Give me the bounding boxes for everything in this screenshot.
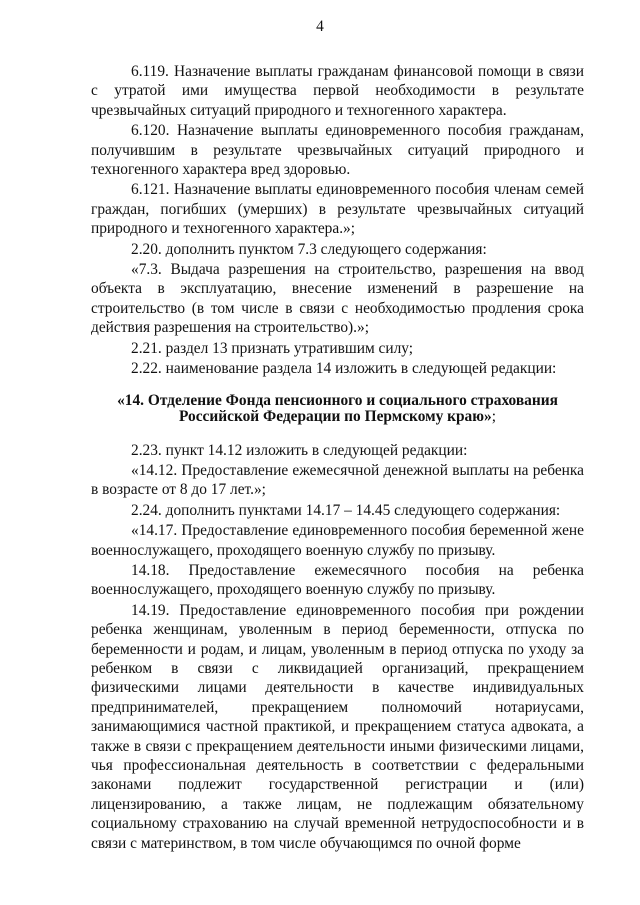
page-number: 4 [316,18,324,35]
paragraph-6-121: 6.121. Назначение выплаты единовременного пособия членам семей граждан, погибших (умерших) в результате чрезвычайных ситуаций природного и техногенного характера.»; [91,181,584,238]
paragraph-2-22: 2.22. наименование раздела 14 изложить в следующей редакции: [131,360,557,378]
paragraph-6-119: 6.119. Назначение выплаты гражданам финансовой помощи в связи с утратой ими имущества первой необходимости в результате чрезвычайных ситуаций природного и техногенного характера. [91,63,584,119]
paragraph-14-19: 14.19. Предоставление единовременного пособия при рождении ребенка женщинам, уволенным в период беременности, отпуска по беременности и родам, и лицам, уволенным в период отпуска по уходу за ребенком в связи с ликвидацией организаций, прекращением физическими лицами деятельности в качестве индивидуальных предпринимателей, прекращением полномочий нотариусами, занимающимися частной практикой, и прекращением статуса адвоката, а также в связи с прекращением деятельности иными физическими лицами, чья профессиональная деятельность в соответствии с федеральными законами подлежит государственной регистрации и (или) лицензированию, а также лицам, не подлежащим обязательному социальному страхованию на случай временной нетрудоспособности и в связи с материнством, в том числе обучающимся по очной форме [91,601,584,852]
paragraph-14-18: 14.18. Предоставление ежемесячного пособия на ребенка военнослужащего, проходящего военную службу по призыву. [91,561,584,599]
section-14-heading-punctuation: ; [491,408,496,425]
paragraph-2-21: 2.21. раздел 13 признать утратившим силу; [131,339,414,357]
paragraph-14-12: «14.12. Предоставление ежемесячной денежной выплаты на ребенка в возрасте от 8 до 17 лет.»; [91,461,584,499]
paragraph-2-24: 2.24. дополнить пунктами 14.17 – 14.45 следующего содержания: [131,501,561,519]
paragraph-2-23: 2.23. пункт 14.12 изложить в следующей редакции: [131,441,468,459]
document-body [91,62,584,853]
paragraph-7-3: «7.3. Выдача разрешения на строительство, разрешения на ввод объекта в эксплуатацию, внесение изменений в разрешение на строительство (в том числе в связи с необходимостью продления срока действия разрешения на строительство).»; [91,261,584,337]
section-14-heading [91,393,584,426]
paragraph-2-20: 2.20. дополнить пунктом 7.3 следующего содержания: [131,240,487,258]
paragraph-6-120: 6.120. Назначение выплаты единовременного пособия гражданам, получившим в результате чрезвычайных ситуаций природного и техногенного характера вред здоровью. [91,122,584,179]
section-14-heading-title: «14. Отделение Фонда пенсионного и социального страхования Российской Федерации по Пермскому краю» [117,391,558,425]
paragraph-14-17: «14.17. Предоставление единовременного пособия беременной жене военнослужащего, проходящего военную службу по призыву. [91,522,584,559]
